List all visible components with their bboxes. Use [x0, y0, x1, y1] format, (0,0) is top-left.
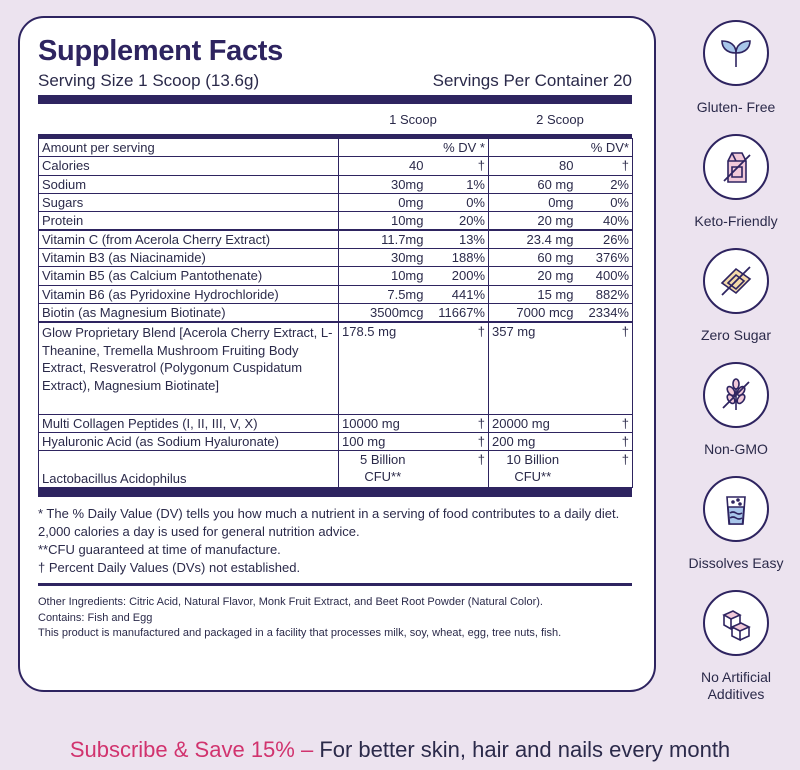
- amount-1-scoop: 10mg: [339, 212, 427, 231]
- dv-2-scoop: 376%: [577, 249, 633, 267]
- lacto-amount-2-bottom: CFU**: [514, 469, 552, 485]
- dv-2-scoop: †: [577, 157, 633, 175]
- amount-per-serving: Amount per serving: [39, 139, 339, 157]
- amount-2-scoop: 60 mg: [489, 175, 577, 193]
- nutrient-name: Glow Proprietary Blend [Acerola Cherry Extract, L-Theanine, Tremella Mushroom Fruiting Body Extract, Resveratrol (Polygonum Cuspidatum Extract), Magnesium Biotinate]: [39, 322, 339, 414]
- amount-1-scoop: 178.5 mg: [339, 322, 427, 414]
- lacto-amount-2-top: 10 Billion: [506, 452, 560, 468]
- badge-label: Keto-Friendly: [694, 213, 778, 229]
- dv-1-scoop: 1%: [427, 175, 489, 193]
- facts-content: [38, 34, 632, 642]
- dv-2-scoop: 26%: [577, 230, 633, 249]
- facts-title: Supplement Facts: [38, 35, 283, 67]
- amount-1-scoop: 10000 mg: [339, 414, 427, 432]
- dv-2-scoop: 40%: [577, 212, 633, 231]
- table-row: [39, 212, 633, 231]
- amount-2-scoop: 20 mg: [489, 212, 577, 231]
- badge-label: No Artificial Additives: [700, 669, 772, 702]
- amount-2-scoop: 200 mg: [489, 432, 577, 450]
- nutrient-name: Calories: [39, 157, 339, 175]
- dv-1-scoop: 0%: [427, 193, 489, 211]
- badge-zero-sugar: [676, 248, 796, 344]
- serving-info: [38, 71, 632, 91]
- table-row: [39, 249, 633, 267]
- milk-carton-icon: [703, 134, 769, 200]
- amount-1-scoop: 30mg: [339, 249, 427, 267]
- nutrient-name: Vitamin B5 (as Calcium Pantothenate): [39, 267, 339, 285]
- amount-1-scoop: 100 mg: [339, 432, 427, 450]
- lacto-amount-1-bottom: CFU**: [364, 469, 402, 485]
- col-1-scoop: 1 Scoop: [389, 111, 437, 127]
- lacto-amount-1-top: 5 Billion: [359, 452, 406, 468]
- dv-1-scoop: †: [427, 322, 489, 414]
- column-headers: [38, 104, 632, 134]
- amount-2-scoop: 7000 mcg: [489, 304, 577, 323]
- table-row: [39, 193, 633, 211]
- table-row: [39, 285, 633, 303]
- amount-1-scoop: [339, 451, 427, 488]
- amount-1-scoop: 11.7mg: [339, 230, 427, 249]
- nutrient-name: Protein: [39, 212, 339, 231]
- badge-keto-friendly: [676, 134, 796, 230]
- nutrient-name: Vitamin B6 (as Pyridoxine Hydrochloride): [39, 285, 339, 303]
- badge-non-gmo: [676, 362, 796, 458]
- amount-2-scoop: 23.4 mg: [489, 230, 577, 249]
- dv-1-scoop: 20%: [427, 212, 489, 231]
- nutrient-name: Hyaluronic Acid (as Sodium Hyaluronate): [39, 432, 339, 450]
- blend-row: [39, 322, 633, 414]
- sprout-icon: [703, 20, 769, 86]
- nutrient-name: Multi Collagen Peptides (I, II, III, V, X): [39, 414, 339, 432]
- subscribe-highlight[interactable]: Subscribe & Save 15% –: [69, 737, 314, 762]
- serving-size: Serving Size 1 Scoop (13.6g): [38, 71, 260, 90]
- dv-1-scoop: 188%: [427, 249, 489, 267]
- nutrient-name: Sodium: [39, 175, 339, 193]
- dv-2-scoop: †: [577, 414, 633, 432]
- amount-2-scoop: 20000 mg: [489, 414, 577, 432]
- dv-1-scoop: 200%: [427, 267, 489, 285]
- dv-1-scoop: 13%: [427, 230, 489, 249]
- table-row: [39, 157, 633, 175]
- dv-header-1: % DV *: [427, 139, 489, 157]
- badge-label: Gluten- Free: [696, 99, 776, 115]
- dv-1-scoop: †: [427, 432, 489, 450]
- other-ingredients: Other Ingredients: Citric Acid, Natural Flavor, Monk Fruit Extract, and Beet Root Powder (Natural Color).: [38, 596, 543, 609]
- cubes-icon: [703, 590, 769, 656]
- col-2-scoop: 2 Scoop: [536, 111, 584, 127]
- amount-1-scoop: 3500mcg: [339, 304, 427, 323]
- table-row: [39, 414, 633, 432]
- ingredients-info: [38, 586, 632, 642]
- badge-label: Zero Sugar: [700, 327, 772, 343]
- wheat-icon: [703, 362, 769, 428]
- sugar-packet-icon: [703, 248, 769, 314]
- amount-1-scoop: [339, 139, 427, 157]
- footnote-dagger: † Percent Daily Values (DVs) not established.: [38, 560, 301, 576]
- dv-1-scoop: †: [427, 451, 489, 488]
- amount-2-scoop: 357 mg: [489, 322, 577, 414]
- badge-label: Non-GMO: [704, 441, 768, 457]
- nutrient-name: Vitamin B3 (as Niacinamide): [39, 249, 339, 267]
- table-row: [39, 175, 633, 193]
- amount-2-scoop: 20 mg: [489, 267, 577, 285]
- servings-per-container: Servings Per Container 20: [432, 71, 632, 90]
- badge-label: Dissolves Easy: [688, 555, 784, 571]
- dv-2-scoop: 2334%: [577, 304, 633, 323]
- amount-1-scoop: 40: [339, 157, 427, 175]
- glass-icon: [703, 476, 769, 542]
- amount-1-scoop: 0mg: [339, 193, 427, 211]
- footnote-dv: * The % Daily Value (DV) tells you how much a nutrient in a serving of food contributes to a daily diet. 2,000 calories a day is used for general nutrition advice.: [38, 506, 620, 540]
- amount-2-scoop: [489, 139, 577, 157]
- badge-gluten-free: [676, 20, 796, 116]
- table-header-row: [39, 139, 633, 157]
- dv-1-scoop: 11667%: [427, 304, 489, 323]
- nutrient-name: Lactobacillus Acidophilus: [39, 451, 339, 488]
- supplement-facts-panel: [18, 16, 656, 692]
- amount-1-scoop: 10mg: [339, 267, 427, 285]
- dv-2-scoop: †: [577, 322, 633, 414]
- subscribe-text: For better skin, hair and nails every month: [313, 737, 731, 762]
- footnotes: [38, 497, 632, 583]
- badge-dissolves-easy: [676, 476, 796, 572]
- nutrient-name: Biotin (as Magnesium Biotinate): [39, 304, 339, 323]
- table-row: [39, 451, 633, 488]
- amount-2-scoop: [489, 451, 577, 488]
- dv-2-scoop: 882%: [577, 285, 633, 303]
- badge-no-artificial-additives: [676, 590, 796, 703]
- dv-2-scoop: †: [577, 451, 633, 488]
- divider-thick: [38, 95, 632, 104]
- amount-1-scoop: 30mg: [339, 175, 427, 193]
- nutrient-name: Sugars: [39, 193, 339, 211]
- amount-2-scoop: 60 mg: [489, 249, 577, 267]
- dv-1-scoop: †: [427, 414, 489, 432]
- dv-2-scoop: 400%: [577, 267, 633, 285]
- nutrient-name: Vitamin C (from Acerola Cherry Extract): [39, 230, 339, 249]
- divider-thick-bottom: [38, 488, 632, 497]
- table-row: [39, 230, 633, 249]
- dv-header-2: % DV*: [577, 139, 633, 157]
- table-row: [39, 267, 633, 285]
- amount-2-scoop: 0mg: [489, 193, 577, 211]
- facility-note: This product is manufactured and packaged in a facility that processes milk, soy, wheat, egg, tree nuts, fish.: [38, 627, 562, 640]
- nutrient-table: [38, 138, 633, 488]
- dv-1-scoop: 441%: [427, 285, 489, 303]
- amount-2-scoop: 15 mg: [489, 285, 577, 303]
- amount-1-scoop: 7.5mg: [339, 285, 427, 303]
- dv-2-scoop: 0%: [577, 193, 633, 211]
- footnote-cfu: **CFU guaranteed at time of manufacture.: [38, 542, 281, 558]
- contains: Contains: Fish and Egg: [38, 611, 153, 624]
- dv-2-scoop: 2%: [577, 175, 633, 193]
- amount-2-scoop: 80: [489, 157, 577, 175]
- table-row: [39, 304, 633, 323]
- dv-2-scoop: †: [577, 432, 633, 450]
- dv-1-scoop: †: [427, 157, 489, 175]
- table-row: [39, 432, 633, 450]
- subscribe-banner[interactable]: [0, 736, 800, 764]
